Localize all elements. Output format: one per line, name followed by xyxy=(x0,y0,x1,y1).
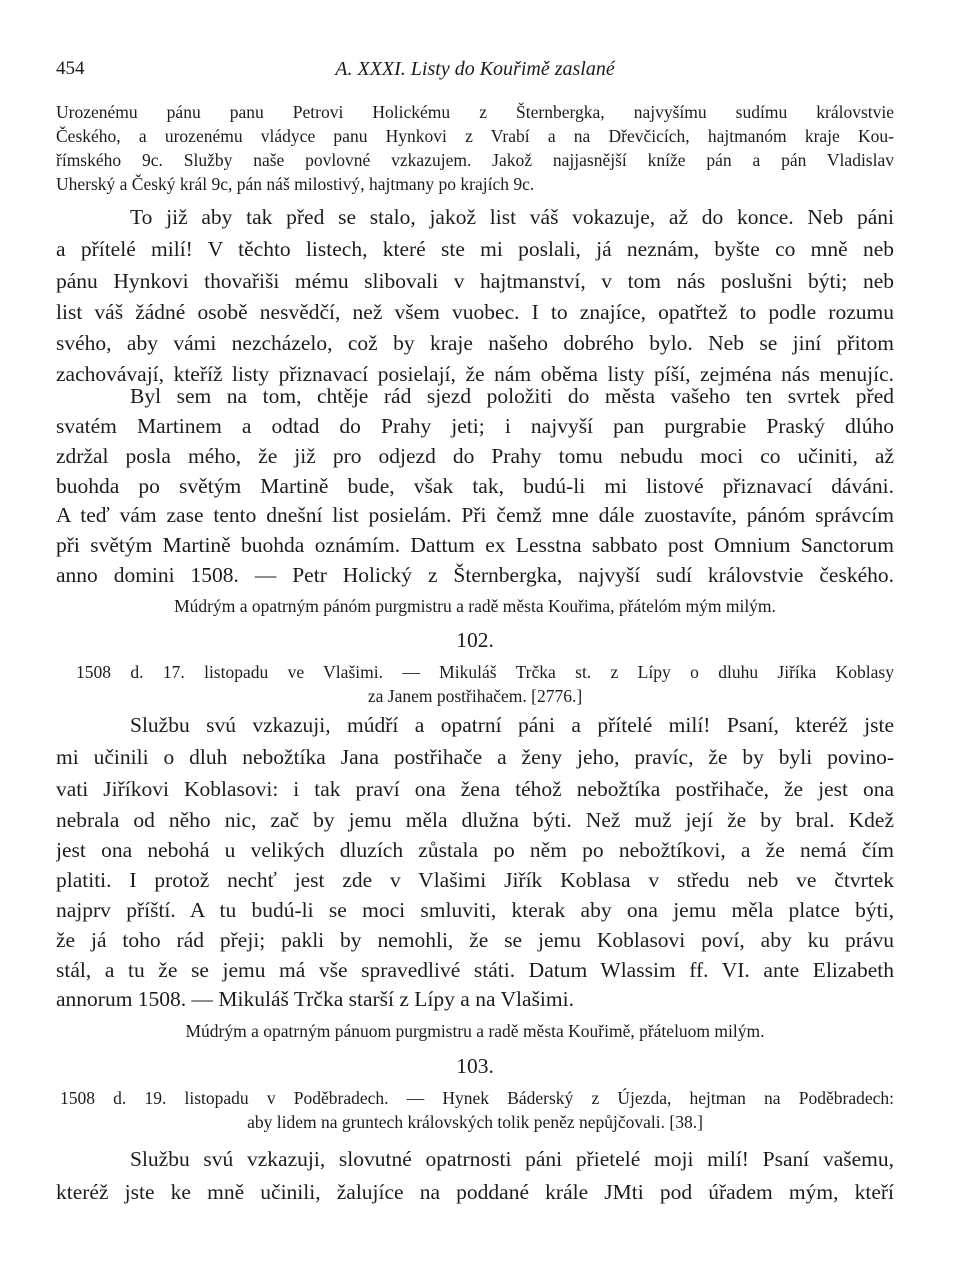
address-line: Múdrým a opatrným pánuom purgmistru a radě města Kouřimě, přáteluom milým. xyxy=(185,1021,765,1041)
text-line: svatém Martinem a odtad do Prahy jeti; i najvyší pan purgrabie Praský dlúho xyxy=(56,414,894,438)
text-line: kteréž jste ke mně učinili, žalujíce na poddané krále JMti pod úřadem mým, kteří xyxy=(56,1180,894,1204)
text-line: svého, aby vámi nezcházelo, což by kraje našeho dobrého bylo. Neb se jiní přitom xyxy=(56,331,894,355)
address-line: Múdrým a opatrným pánóm purgmistru a radě města Kouřima, přátelóm mým milým. xyxy=(174,596,776,616)
text-line: římského 9c. Služby naše povlovné vzkazujem. Jakož najjasnější kníže pán a pán Vladislav xyxy=(56,150,894,170)
document-number: 102. xyxy=(456,628,494,652)
text-line: vati Jiříkovi Koblasovi: i tak praví ona žena téhož nebožtíka postřihače, že jest ona xyxy=(56,777,894,801)
regest-line: aby lidem na gruntech královských tolik peněz nepůjčovali. [38.] xyxy=(247,1112,703,1132)
running-head: A. XXXI. Listy do Kouřimě zaslané xyxy=(335,58,615,80)
page-number: 454 xyxy=(56,58,85,79)
text-line: a přítelé milí! V těchto listech, které ste mi poslali, já neznám, byšte co mně neb xyxy=(56,237,894,261)
text-line: Službu svú vzkazuji, slovutné opatrnosti páni přietelé moji milí! Psaní vašemu, xyxy=(130,1147,894,1171)
text-line: platiti. I protož nechť jest zde v Vlašimi Jiřík Koblasa v středu neb ve čtvrtek xyxy=(56,868,894,892)
text-line: Uherský a Český král 9c, pán náš milostivý, hajtmany po krajích 9c. xyxy=(56,174,535,194)
text-line: najprv příští. A tu budú-li se moci smluviti, kterak aby ona jemu měla platce býti, xyxy=(56,898,894,922)
regest-line: 1508 d. 19. listopadu v Poděbradech. — Hynek Báderský z Újezda, hejtman na Poděbradech: xyxy=(60,1088,894,1108)
regest-line: 1508 d. 17. listopadu ve Vlašimi. — Mikuláš Trčka st. z Lípy o dluhu Jiříka Koblasy xyxy=(76,662,894,682)
text-line: zachovávají, kteříž listy přiznavací posielají, že nám oběma listy píší, zejména nás menujíc. xyxy=(56,362,894,386)
document-number: 103. xyxy=(456,1054,494,1078)
text-line: stál, a tu že se jemu má vše spravedlivé státi. Datum Wlassim ff. VI. ante Elizabeth xyxy=(56,958,894,982)
text-line: při světým Martině buohda oznámím. Dattum ex Lesstna sabbato post Omnium Sanctorum xyxy=(56,533,894,557)
text-line: že já toho rád přeji; pakli by nemohli, že se jemu Koblasovi poví, aby ku právu xyxy=(56,928,894,952)
text-line: list váš žádné osobě nesvědčí, než všem vuobec. I to znajíce, opatřtež to podle rozumu xyxy=(56,300,894,324)
text-line: nebrala od něho nic, zač by jemu měla dlužna býti. Než muž její že by bral. Kdež xyxy=(56,808,894,832)
text-line: Českého, a urozenému vládyce panu Hynkovi z Vrabí a na Dřevčicích, hajtmanóm kraje Kou- xyxy=(56,126,894,146)
text-line: annorum 1508. — Mikuláš Trčka starší z Lípy a na Vlašimi. xyxy=(56,987,574,1011)
text-line: To již aby tak před se stalo, jakož list váš vokazuje, až do konce. Neb páni xyxy=(130,205,894,229)
text-line: A teď vám zase tento dnešní list posielám. Při čemž mne dále zuostavíte, pánóm správcím xyxy=(56,503,894,527)
text-line: zdržal posla mého, že již pro odjezd do Prahy tomu nebudu moci co učiniti, až xyxy=(56,444,894,468)
text-line: Urozenému pánu panu Petrovi Holickému z Šternbergka, najvyšímu sudímu královstvie xyxy=(56,102,894,122)
text-line: pánu Hynkovi thovařiši mému slibovali v hajtmanství, v tom nás poslušni býti; neb xyxy=(56,269,894,293)
text-line: anno domini 1508. — Petr Holický z Šternbergka, najvyší sudí královstvie českého. xyxy=(56,563,894,587)
page-header xyxy=(56,58,894,86)
text-line: Byl sem na tom, chtěje rád sjezd položiti do města vašeho ten svrtek před xyxy=(130,384,894,408)
regest-line: za Janem postřihačem. [2776.] xyxy=(367,686,583,706)
text-line: mi učinili o dluh nebožtíka Jana postřihače a ženy jeho, pravíc, že by byli povino- xyxy=(56,745,894,769)
text-line: buohda po světým Martině bude, však tak, budú-li mi listové přiznavací dáváni. xyxy=(56,474,894,498)
text-line: jest ona nebohá u velikých dluzích zůstala po něm po nebožtíkovi, a že nemá čím xyxy=(56,838,894,862)
text-line: Službu svú vzkazuji, múdří a opatrní páni a přítelé milí! Psaní, kteréž jste xyxy=(130,713,894,737)
